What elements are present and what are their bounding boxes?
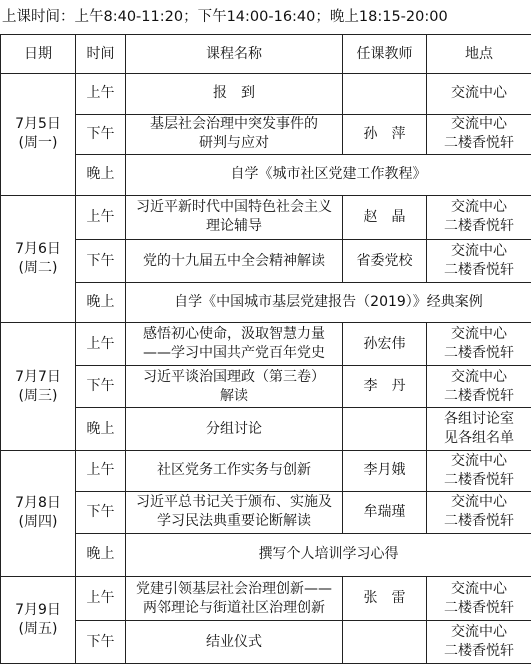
course-cell: 结业仪式 (126, 621, 343, 664)
teacher-cell: 李 丹 (343, 365, 427, 408)
location-cell: 交流中心 (427, 74, 531, 115)
location-cell: 交流中心 二楼香悦轩 (427, 195, 531, 240)
table-row (1, 195, 531, 240)
course-cell: 社区党务工作实务与创新 (126, 451, 343, 492)
time-cell: 上午 (76, 323, 126, 366)
table-row (1, 114, 531, 155)
table-row (1, 491, 531, 534)
course-cell: 党的十九届五中全会精神解读 (126, 240, 343, 283)
schedule-table (0, 34, 531, 664)
time-cell: 晚上 (76, 408, 126, 451)
location-cell: 交流中心 二楼香悦轩 (427, 323, 531, 366)
course-cell: 习近平新时代中国特色社会主义 理论辅导 (126, 195, 343, 240)
time-cell: 上午 (76, 576, 126, 621)
teacher-cell (343, 74, 427, 115)
date-cell (1, 323, 76, 451)
self-study-cell: 撰写个人培训学习心得 (126, 534, 531, 577)
weekday-label: (周一) (18, 135, 58, 152)
time-cell: 下午 (76, 365, 126, 408)
date-cell (1, 74, 76, 196)
time-cell: 晚上 (76, 282, 126, 323)
location-cell: 交流中心 二楼香悦轩 (427, 621, 531, 664)
location-cell: 交流中心 二楼香悦轩 (427, 365, 531, 408)
date-label: 7月5日 (15, 116, 61, 133)
table-row (1, 576, 531, 621)
weekday-label: (周三) (18, 387, 58, 404)
table-row (1, 534, 531, 577)
self-study-cell: 自学《城市社区党建工作教程》 (126, 155, 531, 196)
table-row (1, 621, 531, 664)
teacher-cell: 牟瑞瑾 (343, 491, 427, 534)
table-row (1, 323, 531, 366)
date-cell (1, 451, 76, 577)
time-cell: 下午 (76, 240, 126, 283)
column-header-teacher: 任课教师 (343, 35, 427, 74)
location-cell: 交流中心 二楼香悦轩 (427, 240, 531, 283)
date-label: 7月9日 (15, 601, 61, 618)
teacher-cell: 张 雷 (343, 576, 427, 621)
time-cell: 晚上 (76, 155, 126, 196)
date-label: 7月6日 (15, 240, 61, 257)
location-cell: 交流中心 二楼香悦轩 (427, 491, 531, 534)
teacher-cell (343, 408, 427, 451)
time-cell: 下午 (76, 621, 126, 664)
date-cell (1, 576, 76, 663)
location-cell: 各组讨论室 见各组名单 (427, 408, 531, 451)
self-study-cell: 自学《中国城市基层党建报告（2019）》经典案例 (126, 282, 531, 323)
teacher-cell: 赵 晶 (343, 195, 427, 240)
time-cell: 晚上 (76, 534, 126, 577)
table-row (1, 240, 531, 283)
time-cell: 上午 (76, 451, 126, 492)
table-row (1, 408, 531, 451)
table-header-row (1, 35, 531, 74)
teacher-cell (343, 621, 427, 664)
time-cell: 上午 (76, 74, 126, 115)
teacher-cell: 李月娥 (343, 451, 427, 492)
table-row (1, 282, 531, 323)
course-cell: 分组讨论 (126, 408, 343, 451)
column-header-course: 课程名称 (126, 35, 343, 74)
date-label: 7月8日 (15, 495, 61, 512)
teacher-cell: 省委党校 (343, 240, 427, 283)
column-header-date: 日期 (1, 35, 76, 74)
date-label: 7月7日 (15, 368, 61, 385)
course-cell: 基层社会治理中突发事件的 研判与应对 (126, 114, 343, 155)
teacher-cell: 孙宏伟 (343, 323, 427, 366)
course-cell: 习近平总书记关于颁布、实施及 学习民法典重要论断解读 (126, 491, 343, 534)
weekday-label: (周五) (18, 620, 58, 637)
class-time-header: 上课时间：上午8:40-11:20；下午14:00-16:40；晚上18:15-20:00 (2, 9, 448, 25)
course-cell: 习近平谈治国理政（第三卷） 解读 (126, 365, 343, 408)
table-row (1, 155, 531, 196)
teacher-cell: 孙 萍 (343, 114, 427, 155)
date-cell (1, 195, 76, 323)
weekday-label: (周四) (18, 514, 58, 531)
course-cell: 报 到 (126, 74, 343, 115)
table-row (1, 365, 531, 408)
course-cell: 感悟初心使命，汲取智慧力量 ——学习中国共产党百年党史 (126, 323, 343, 366)
location-cell: 交流中心 二楼香悦轩 (427, 114, 531, 155)
column-header-location: 地点 (427, 35, 531, 74)
location-cell: 交流中心 二楼香悦轩 (427, 576, 531, 621)
time-cell: 下午 (76, 491, 126, 534)
time-cell: 下午 (76, 114, 126, 155)
table-row (1, 74, 531, 115)
column-header-time: 时间 (76, 35, 126, 74)
time-cell: 上午 (76, 195, 126, 240)
course-cell: 党建引领基层社会治理创新—— 两邻理论与街道社区治理创新 (126, 576, 343, 621)
location-cell: 交流中心 二楼香悦轩 (427, 451, 531, 492)
weekday-label: (周二) (18, 259, 58, 276)
table-row (1, 451, 531, 492)
